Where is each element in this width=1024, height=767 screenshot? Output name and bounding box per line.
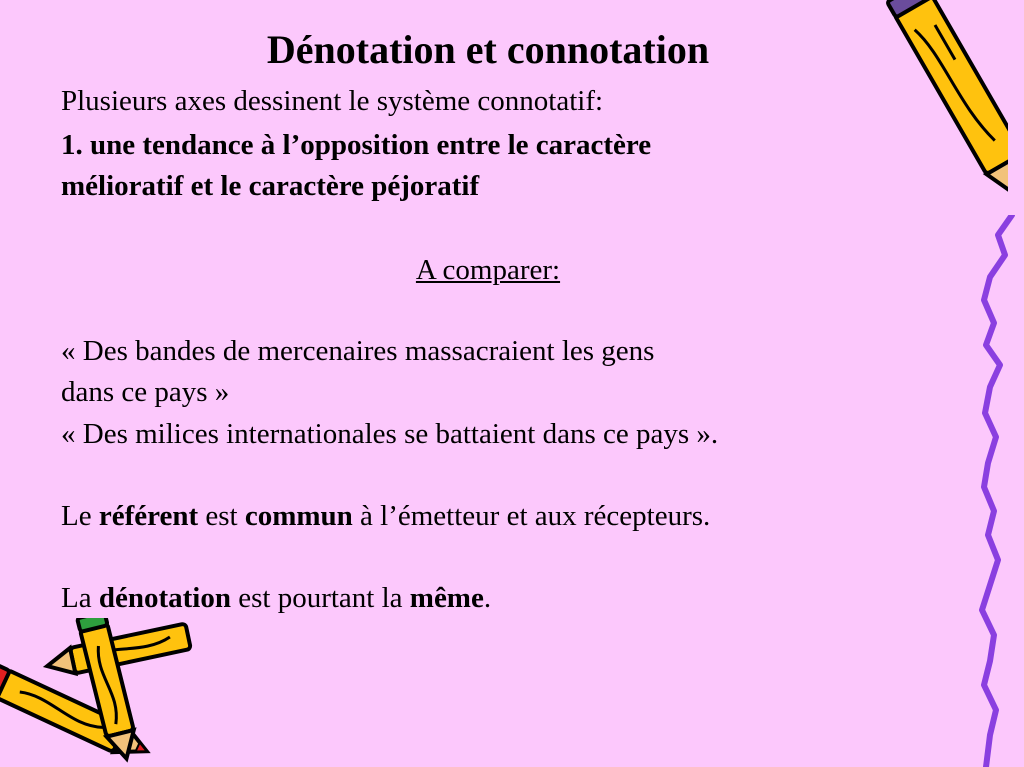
intro-text: Plusieurs axes dessinent le système connotatif:	[61, 85, 604, 117]
denotation-part-3: .	[483, 582, 492, 614]
compare-heading	[0, 250, 976, 290]
referent-part-3: à l’émetteur et aux récepteurs.	[352, 500, 711, 532]
denotation-part-2: est pourtant la	[230, 582, 410, 614]
denotation-bold-2: même	[409, 582, 484, 614]
denotation-part-1: La	[61, 582, 99, 614]
referent-part-1: Le	[61, 500, 99, 532]
slide-title: Dénotation et connotation	[266, 27, 710, 72]
quote-2: « Des milices internationales se battaient dans ce pays ».	[61, 418, 719, 450]
purple-squiggle-icon	[960, 215, 1024, 767]
referent-bold-2: commun	[244, 500, 353, 532]
compare-heading-text: A comparer:	[415, 254, 561, 286]
pencils-bundle-icon	[0, 618, 210, 767]
referent-sentence	[61, 496, 710, 536]
point-1-line-1: 1. une tendance à l’opposition entre le caractère	[61, 129, 652, 161]
referent-part-2: est	[198, 500, 245, 532]
quote-1-line-2: dans ce pays »	[61, 376, 230, 408]
denotation-bold-1: dénotation	[98, 582, 231, 614]
quote-1-line-1: « Des bandes de mercenaires massacraient les gens	[61, 335, 655, 367]
point-1-line-2: mélioratif et le caractère péjoratif	[61, 170, 480, 202]
pencil-icon	[858, 0, 1008, 245]
referent-bold-1: référent	[98, 500, 199, 532]
denotation-sentence	[61, 578, 491, 618]
